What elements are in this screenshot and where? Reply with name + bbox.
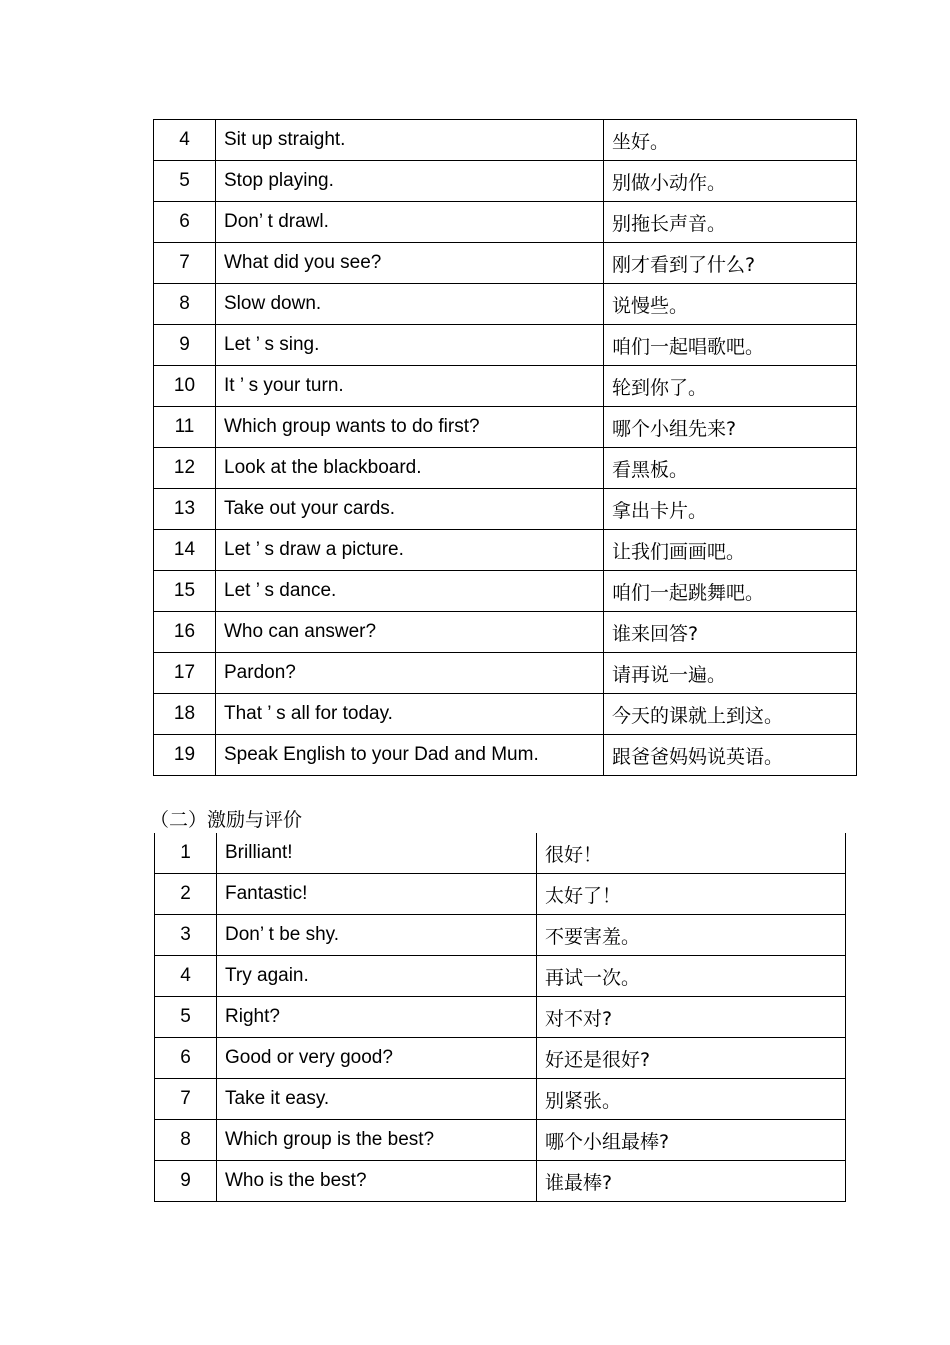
english-phrase: Let ’ s draw a picture. (216, 530, 604, 571)
chinese-translation: 拿出卡片。 (604, 489, 857, 530)
row-number: 16 (154, 612, 216, 653)
english-phrase: Pardon? (216, 653, 604, 694)
chinese-translation: 咱们一起唱歌吧。 (604, 325, 857, 366)
table-row (155, 1079, 846, 1120)
table-row (154, 161, 857, 202)
section-heading: （二）激励与评价 (150, 809, 303, 831)
chinese-translation: 刚才看到了什么? (604, 243, 857, 284)
table-row (155, 874, 846, 915)
english-phrase: Who can answer? (216, 612, 604, 653)
row-number: 4 (155, 956, 217, 997)
row-number: 6 (154, 202, 216, 243)
table-row (154, 653, 857, 694)
row-number: 13 (154, 489, 216, 530)
english-phrase: Right? (217, 997, 537, 1038)
chinese-translation: 别紧张。 (537, 1079, 846, 1120)
chinese-translation: 咱们一起跳舞吧。 (604, 571, 857, 612)
english-phrase: Sit up straight. (216, 120, 604, 161)
row-number: 8 (154, 284, 216, 325)
row-number: 5 (154, 161, 216, 202)
english-phrase: What did you see? (216, 243, 604, 284)
chinese-translation: 看黑板。 (604, 448, 857, 489)
chinese-translation: 别拖长声音。 (604, 202, 857, 243)
english-phrase: Don’ t be shy. (217, 915, 537, 956)
row-number: 8 (155, 1120, 217, 1161)
row-number: 19 (154, 735, 216, 776)
table-row (155, 1038, 846, 1079)
table-row (154, 735, 857, 776)
row-number: 10 (154, 366, 216, 407)
praise-phrases-table (154, 833, 846, 1202)
chinese-translation: 哪个小组先来? (604, 407, 857, 448)
table-row (154, 366, 857, 407)
english-phrase: It ’ s your turn. (216, 366, 604, 407)
table-row (155, 1120, 846, 1161)
row-number: 9 (154, 325, 216, 366)
chinese-translation: 请再说一遍。 (604, 653, 857, 694)
table-row (154, 530, 857, 571)
english-phrase: Slow down. (216, 284, 604, 325)
chinese-translation: 对不对? (537, 997, 846, 1038)
english-phrase: Try again. (217, 956, 537, 997)
table-row (155, 997, 846, 1038)
row-number: 17 (154, 653, 216, 694)
row-number: 9 (155, 1161, 217, 1202)
row-number: 15 (154, 571, 216, 612)
row-number: 2 (155, 874, 217, 915)
chinese-translation: 让我们画画吧。 (604, 530, 857, 571)
english-phrase: Which group wants to do first? (216, 407, 604, 448)
table-row (154, 612, 857, 653)
table-row (154, 571, 857, 612)
table-row (155, 956, 846, 997)
english-phrase: Take it easy. (217, 1079, 537, 1120)
english-phrase: Fantastic! (217, 874, 537, 915)
english-phrase: Brilliant! (217, 833, 537, 874)
chinese-translation: 谁来回答? (604, 612, 857, 653)
row-number: 3 (155, 915, 217, 956)
english-phrase: Take out your cards. (216, 489, 604, 530)
row-number: 6 (155, 1038, 217, 1079)
chinese-translation: 再试一次。 (537, 956, 846, 997)
table-row (154, 448, 857, 489)
table-row (155, 915, 846, 956)
table-row (154, 284, 857, 325)
table-row (154, 120, 857, 161)
chinese-translation: 谁最棒? (537, 1161, 846, 1202)
row-number: 7 (154, 243, 216, 284)
row-number: 1 (155, 833, 217, 874)
classroom-phrases-table (153, 119, 857, 776)
chinese-translation: 跟爸爸妈妈说英语。 (604, 735, 857, 776)
table-row (154, 202, 857, 243)
english-phrase: That ’ s all for today. (216, 694, 604, 735)
table-row (154, 325, 857, 366)
row-number: 18 (154, 694, 216, 735)
table-row (154, 407, 857, 448)
english-phrase: Let ’ s sing. (216, 325, 604, 366)
english-phrase: Good or very good? (217, 1038, 537, 1079)
row-number: 14 (154, 530, 216, 571)
english-phrase: Stop playing. (216, 161, 604, 202)
english-phrase: Look at the blackboard. (216, 448, 604, 489)
table-row (154, 489, 857, 530)
chinese-translation: 好还是很好? (537, 1038, 846, 1079)
english-phrase: Who is the best? (217, 1161, 537, 1202)
english-phrase: Let ’ s dance. (216, 571, 604, 612)
chinese-translation: 坐好。 (604, 120, 857, 161)
chinese-translation: 不要害羞。 (537, 915, 846, 956)
table-row (154, 694, 857, 735)
row-number: 11 (154, 407, 216, 448)
chinese-translation: 很好！ (537, 833, 846, 874)
english-phrase: Which group is the best? (217, 1120, 537, 1161)
english-phrase: Speak English to your Dad and Mum. (216, 735, 604, 776)
chinese-translation: 轮到你了。 (604, 366, 857, 407)
chinese-translation: 太好了！ (537, 874, 846, 915)
english-phrase: Don’ t drawl. (216, 202, 604, 243)
chinese-translation: 说慢些。 (604, 284, 857, 325)
row-number: 12 (154, 448, 216, 489)
row-number: 4 (154, 120, 216, 161)
table-row (154, 243, 857, 284)
row-number: 5 (155, 997, 217, 1038)
chinese-translation: 今天的课就上到这。 (604, 694, 857, 735)
chinese-translation: 哪个小组最棒? (537, 1120, 846, 1161)
chinese-translation: 别做小动作。 (604, 161, 857, 202)
table-row (155, 1161, 846, 1202)
table-row (155, 833, 846, 874)
row-number: 7 (155, 1079, 217, 1120)
